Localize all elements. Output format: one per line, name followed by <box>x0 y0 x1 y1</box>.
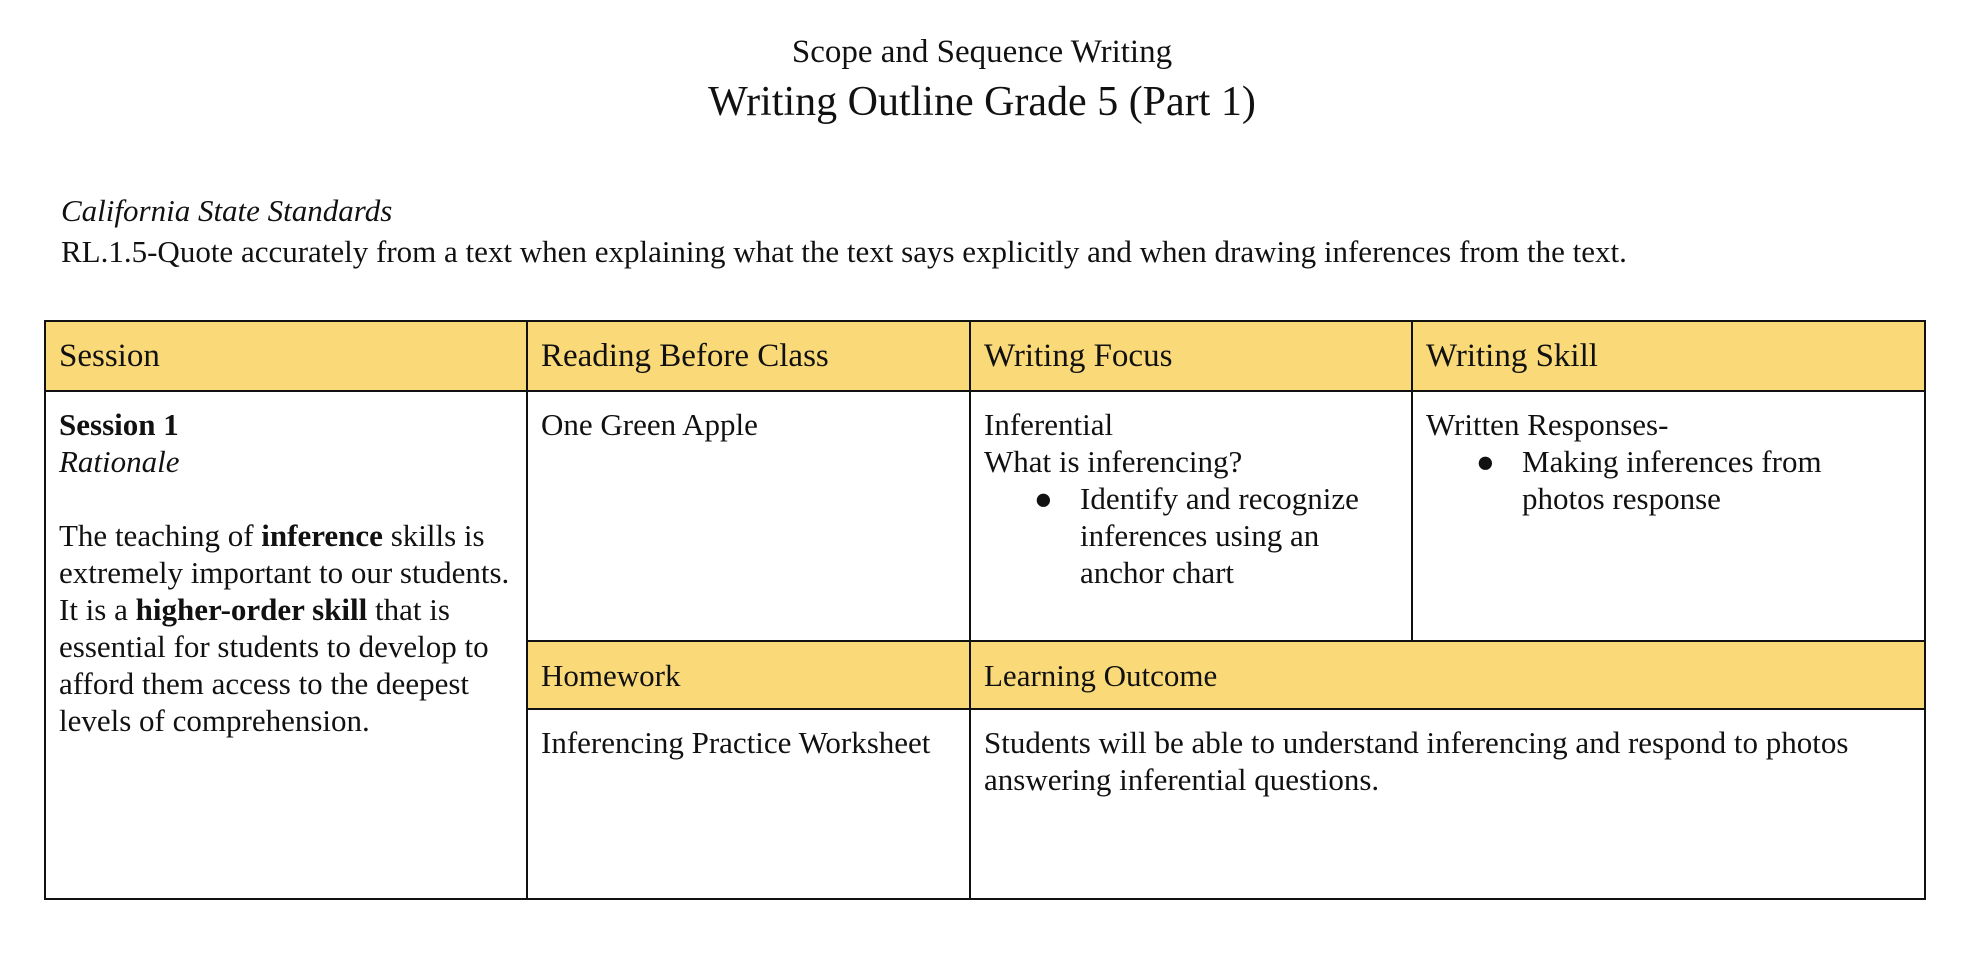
rationale-bold-inference: inference <box>261 518 383 553</box>
writing-skill-cell <box>1412 391 1925 641</box>
rationale-text <box>59 517 513 739</box>
skill-line: Written Responses- <box>1426 407 1669 442</box>
rationale-text-part: that is essential for students to develop to afford them access to the deepest levels of comprehension. <box>59 592 489 738</box>
header-row <box>45 321 1925 391</box>
header-session: Session <box>45 321 527 391</box>
session-cell <box>45 391 527 899</box>
rationale-label: Rationale <box>59 444 180 479</box>
skill-bullet-item <box>1476 443 1911 517</box>
rationale-bold-higher-order-skill: higher-order skill <box>135 592 368 627</box>
focus-bullet-item <box>1034 480 1398 591</box>
header-learning-outcome: Learning Outcome <box>970 641 1925 709</box>
standards-text: RL.1.5-Quote accurately from a text when explaining what the text says explicitly and when drawing inferences from the text. <box>61 234 1627 269</box>
standards-heading: California State Standards <box>61 193 393 228</box>
reading-cell: One Green Apple <box>527 391 970 641</box>
focus-bullet-text: Identify and recognize inferences using an anchor chart <box>1080 481 1359 590</box>
writing-outline-table <box>44 320 1926 900</box>
rationale-text-part: skills is extremely important to our students. It is a <box>59 518 510 627</box>
bullet-icon: ● <box>1476 444 1495 479</box>
rationale-text-part: The teaching of <box>59 518 262 553</box>
focus-bullet-list <box>984 480 1398 591</box>
learning-outcome-cell: Students will be able to understand inferencing and respond to photos answering inferential questions. <box>970 709 1925 899</box>
header-writing-focus: Writing Focus <box>970 321 1412 391</box>
focus-line: Inferential <box>984 407 1114 442</box>
focus-line: What is inferencing? <box>984 444 1243 479</box>
document-subtitle: Scope and Sequence Writing <box>791 34 1173 70</box>
bullet-icon: ● <box>1034 481 1053 516</box>
homework-cell: Inferencing Practice Worksheet <box>527 709 970 899</box>
skill-bullet-list <box>1426 443 1911 517</box>
header-writing-skill: Writing Skill <box>1412 321 1925 391</box>
skill-bullet-text: Making inferences from photos response <box>1522 444 1822 516</box>
writing-focus-cell <box>970 391 1412 641</box>
header-homework: Homework <box>527 641 970 709</box>
spacer <box>59 480 513 517</box>
session-row <box>45 391 1925 641</box>
document-title: Writing Outline Grade 5 (Part 1) <box>708 79 1256 125</box>
header-reading-before-class: Reading Before Class <box>527 321 970 391</box>
session-title: Session 1 <box>59 407 179 442</box>
